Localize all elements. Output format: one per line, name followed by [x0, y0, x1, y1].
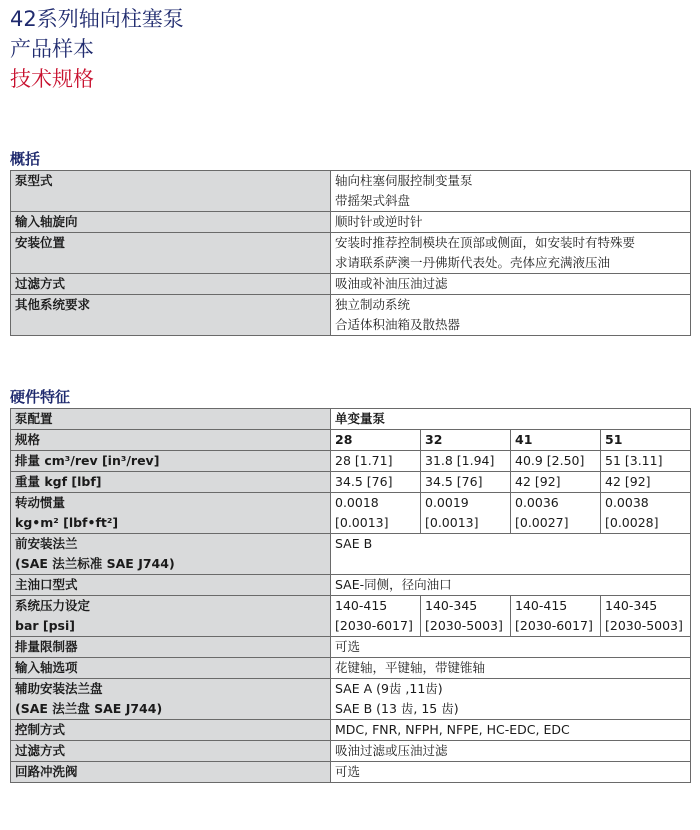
table-row [11, 295, 691, 336]
table-row [11, 472, 691, 493]
value-line: 140-415 [515, 598, 568, 613]
table-row [11, 451, 691, 472]
table-row [11, 212, 691, 233]
size-41: 41 [511, 430, 601, 451]
row-label [11, 679, 331, 720]
row-value: 吸油或补油压油过滤 [331, 274, 691, 295]
table-cell: 34.5 [76] [421, 472, 511, 493]
table-cell [331, 596, 421, 637]
page-subtitle: 产品样本 [10, 37, 94, 61]
label-line: (SAE 法兰标准 SAE J744) [15, 556, 175, 571]
size-51: 51 [601, 430, 691, 451]
value-line: 求请联系萨澳一丹佛斯代表处。壳体应充满液压油 [335, 255, 611, 270]
value-line: [2030-5003] [425, 618, 503, 633]
table-cell: SAE B [331, 534, 691, 575]
table-cell [511, 596, 601, 637]
label-line: 系统压力设定 [15, 598, 91, 613]
table-cell: SAE-同侧，径向油口 [331, 575, 691, 596]
table-cell [421, 493, 511, 534]
label-line: 转动惯量 [15, 495, 66, 510]
label-line: 前安装法兰 [15, 536, 78, 551]
value-line: [2030-5003] [605, 618, 683, 633]
value-line: 140-345 [425, 598, 478, 613]
table-row [11, 274, 691, 295]
row-label: 过滤方式 [11, 741, 331, 762]
row-value [331, 233, 691, 274]
table-cell: 34.5 [76] [331, 472, 421, 493]
value-line: 140-415 [335, 598, 388, 613]
value-line: 0.0038 [605, 495, 649, 510]
table-row [11, 637, 691, 658]
row-label: 泵型式 [11, 171, 331, 212]
row-label: 过滤方式 [11, 274, 331, 295]
value-line: [0.0013] [335, 515, 389, 530]
value-line: SAE B (13 齿, 15 齿) [335, 701, 459, 716]
table-cell [511, 493, 601, 534]
table-cell [331, 493, 421, 534]
table-row [11, 430, 691, 451]
title-block [10, 4, 184, 94]
value-line: [2030-6017] [335, 618, 413, 633]
row-label: 规格 [11, 430, 331, 451]
table-cell [331, 679, 691, 720]
row-label: 重量 kgf [lbf] [11, 472, 331, 493]
table-cell: 42 [92] [511, 472, 601, 493]
value-line: [0.0028] [605, 515, 659, 530]
row-label: 输入轴选项 [11, 658, 331, 679]
label-line: kg•m² [lbf•ft²] [15, 515, 119, 530]
table-row [11, 720, 691, 741]
table-cell [421, 596, 511, 637]
table-cell [601, 596, 691, 637]
value-line: SAE A (9齿 ,11齿) [335, 681, 443, 696]
table-cell: 40.9 [2.50] [511, 451, 601, 472]
hardware-table [10, 408, 691, 783]
value-line: 140-345 [605, 598, 658, 613]
table-row [11, 493, 691, 534]
row-label: 其他系统要求 [11, 295, 331, 336]
table-row [11, 679, 691, 720]
row-value [331, 171, 691, 212]
table-row [11, 658, 691, 679]
value-line: [0.0013] [425, 515, 479, 530]
table-row [11, 233, 691, 274]
value-line: [2030-6017] [515, 618, 593, 633]
value-line: [0.0027] [515, 515, 569, 530]
row-label: 输入轴旋向 [11, 212, 331, 233]
table-cell: 42 [92] [601, 472, 691, 493]
value-line: 0.0019 [425, 495, 469, 510]
row-label: 排量 cm³/rev [in³/rev] [11, 451, 331, 472]
row-value [331, 295, 691, 336]
table-cell: 可选 [331, 637, 691, 658]
value-line: 轴向柱塞伺服控制变量泵 [335, 173, 473, 188]
hardware-heading: 硬件特征 [10, 388, 71, 406]
section-title: 技术规格 [10, 67, 94, 91]
row-value: 顺时针或逆时针 [331, 212, 691, 233]
row-label: 主油口型式 [11, 575, 331, 596]
row-label [11, 493, 331, 534]
table-cell: 31.8 [1.94] [421, 451, 511, 472]
table-row [11, 171, 691, 212]
value-line: 带摇架式斜盘 [335, 193, 411, 208]
row-label: 排量限制器 [11, 637, 331, 658]
value-line: 安装时推荐控制模块在顶部或侧面，如安装时有特殊要 [335, 235, 636, 250]
table-row [11, 409, 691, 430]
pump-config-value: 单变量泵 [331, 409, 691, 430]
row-label: 安装位置 [11, 233, 331, 274]
value-line: 0.0018 [335, 495, 379, 510]
label-line: (SAE 法兰盘 SAE J744) [15, 701, 163, 716]
row-label [11, 534, 331, 575]
table-row [11, 741, 691, 762]
overview-table [10, 170, 691, 336]
row-label: 控制方式 [11, 720, 331, 741]
size-28: 28 [331, 430, 421, 451]
table-row [11, 762, 691, 783]
table-cell: 花键轴，平键轴，带键锥轴 [331, 658, 691, 679]
table-cell: 51 [3.11] [601, 451, 691, 472]
label-line: 辅助安装法兰盘 [15, 681, 103, 696]
table-row [11, 596, 691, 637]
table-cell: 28 [1.71] [331, 451, 421, 472]
table-cell [601, 493, 691, 534]
value-line: 独立制动系统 [335, 297, 411, 312]
row-label: 回路冲洗阀 [11, 762, 331, 783]
page-title: 42系列轴向柱塞泵 [10, 7, 184, 31]
row-label [11, 596, 331, 637]
value-line: 0.0036 [515, 495, 559, 510]
overview-heading: 概括 [10, 150, 41, 168]
table-cell: 吸油过滤或压油过滤 [331, 741, 691, 762]
row-label: 泵配置 [11, 409, 331, 430]
table-cell: MDC, FNR, NFPH, NFPE, HC-EDC, EDC [331, 720, 691, 741]
table-row [11, 575, 691, 596]
table-cell: 可选 [331, 762, 691, 783]
label-line: bar [psi] [15, 618, 75, 633]
size-32: 32 [421, 430, 511, 451]
value-line: 合适体积油箱及散热器 [335, 317, 461, 332]
table-row [11, 534, 691, 575]
